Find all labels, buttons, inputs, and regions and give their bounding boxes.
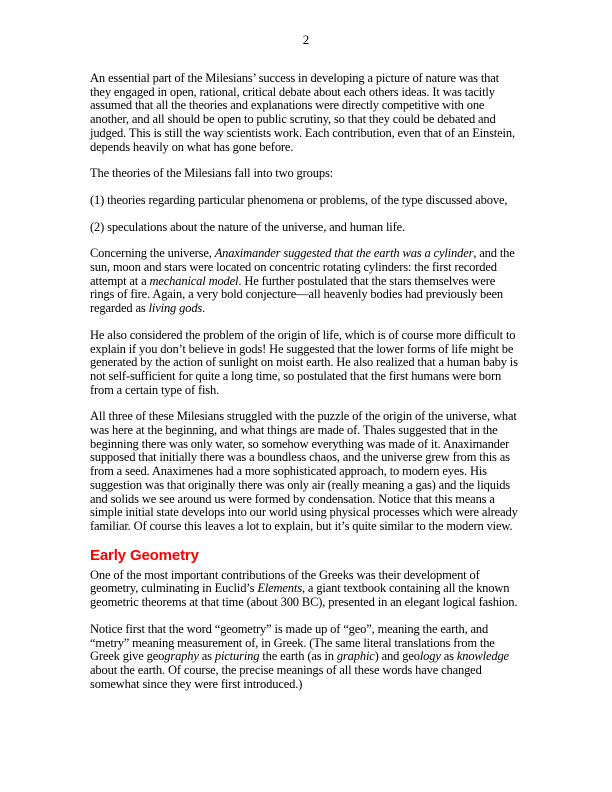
section-heading-early-geometry: Early Geometry bbox=[90, 546, 199, 564]
paragraph-geometry-etymology bbox=[90, 623, 522, 692]
text-run: as bbox=[198, 649, 215, 664]
page-number: 2 bbox=[302, 32, 310, 47]
text-run: as bbox=[440, 649, 457, 664]
text-run: about the earth. Of course, the precise meanings of all these words have changed somewhat since they were first introduced.) bbox=[90, 662, 482, 691]
italic-text-run: graphy bbox=[164, 649, 199, 664]
page-content bbox=[90, 72, 522, 704]
paragraph-two-groups-intro: The theories of the Milesians fall into two groups: bbox=[90, 166, 333, 181]
italic-text-run: graphic bbox=[336, 649, 375, 664]
text-run: , and the sun, moon and stars were located on concentric rotating cylinders: the first recorded attempt at a bbox=[90, 246, 515, 288]
italic-text-run: Elements bbox=[257, 581, 302, 596]
paragraph-milesian-debate: An essential part of the Milesians’ success in developing a picture of nature was that they engaged in open, rational, critical debate about each others ideas. It was tacitly assumed that all the theories and explanations were directly competitive with one another, and all should be open to public scrutiny, so that they could be debated and judged. This is still the way scientists work. Each contribution, even that of an Einstein, depends heavily on what has gone before. bbox=[90, 71, 515, 154]
text-run: Notice first that the word “geometry” is made up of “geo”, meaning the earth, and “metry” meaning measurement of, in Greek. (The same literal translations from the Greek give geo bbox=[90, 621, 495, 664]
italic-text-run: mechanical model bbox=[149, 273, 239, 288]
list-item-group-2: (2) speculations about the nature of the universe, and human life. bbox=[90, 219, 405, 234]
paragraph-origin-of-universe: All three of these Milesians struggled with the puzzle of the origin of the universe, what was here at the beginning, and what things are made of. Thales suggested that in the beginning there was only water, so somehow everything was made of it. Anaximander supposed that initially there was a boundless chaos, and the universe grew from this as from a seed. Anaximenes had a more sophisticated approach, to modern eyes. His suggestion was that originally there was only air (really meaning a gas) and the liquids and solids we see around us were formed by condensation. Notice that this means a simple initial state develops into our world using physical processes which were already familiar. Of course this leaves a lot to explain, but it’s quite similar to the modern view. bbox=[90, 409, 518, 533]
italic-text-run: living gods bbox=[148, 301, 203, 316]
paragraph-euclid-elements bbox=[90, 569, 522, 610]
italic-text-run: knowledge bbox=[456, 649, 509, 664]
text-run: Concerning the universe, bbox=[90, 246, 215, 261]
paragraph-origin-of-life: He also considered the problem of the origin of life, which is of course more difficult to explain if you don’t believe in gods! He suggested that the lower forms of life might be generated by the action of sunlight on moist earth. He also realized that a human baby is not self-sufficient for quite a long time, so postulated that the first humans were born from a certain type of fish. bbox=[90, 327, 518, 397]
text-run: ) and geo bbox=[374, 649, 420, 664]
text-run: , a giant textbook containing all the known geometric theorems at that time (about 300 BC), presented in an elegant logical fashion. bbox=[90, 581, 518, 610]
text-run: the earth (as in bbox=[259, 649, 337, 664]
text-run: . bbox=[202, 301, 206, 316]
text-run: . He further postulated that the stars themselves were rings of fire. Again, a very bold conjecture—all heavenly bodies had previously been regarded as bbox=[90, 273, 503, 316]
italic-text-run: Anaximander suggested that the earth was a cylinder bbox=[214, 246, 474, 261]
text-run: One of the most important contributions of the Greeks was their development of geometry, culminating in Euclid’s bbox=[90, 567, 480, 596]
paragraph-anaximander-cylinder bbox=[90, 247, 522, 316]
italic-text-run: picturing bbox=[214, 649, 260, 664]
italic-text-run: logy bbox=[419, 649, 441, 664]
list-item-group-1: (1) theories regarding particular phenomena or problems, of the type discussed above, bbox=[90, 192, 508, 207]
